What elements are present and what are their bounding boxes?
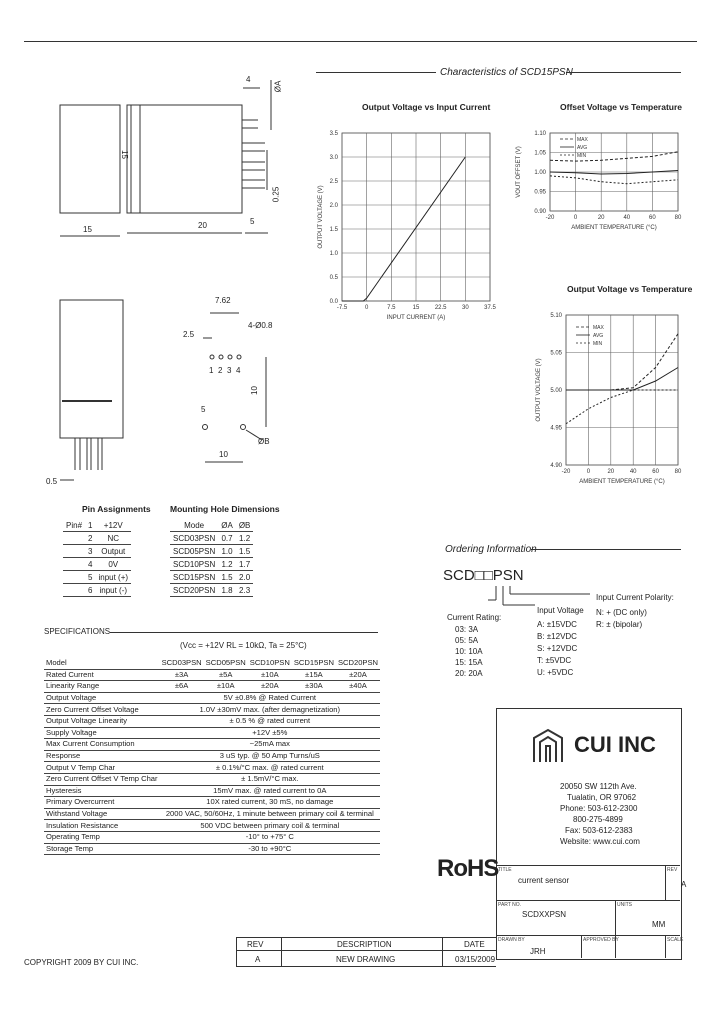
polarity-n: N: + (DC only)	[596, 608, 647, 617]
chart3-title: Output Voltage vs Temperature	[567, 284, 693, 294]
output-voltage-vs-temperature-chart	[530, 305, 685, 490]
y-tick-label: 4.95	[550, 425, 562, 432]
voltage-option: T: ±5VDC	[537, 656, 572, 665]
spec-row	[44, 692, 380, 704]
x-tick-label: 80	[674, 215, 682, 221]
spec-title: SPECIFICATIONS	[44, 627, 111, 636]
mounting-hole-row	[170, 584, 253, 597]
specifications-table	[44, 658, 380, 855]
revision-rev: A	[255, 955, 261, 964]
series-line-avg	[566, 368, 678, 391]
spec-row	[44, 739, 380, 751]
table-cell: Withstand Voltage	[44, 808, 160, 820]
spec-row	[44, 820, 380, 832]
y-tick-label: 2.5	[329, 179, 338, 185]
table-cell: SCD03PSN	[161, 658, 202, 668]
table-cell: Output	[95, 545, 131, 558]
table-cell: ±10A	[248, 669, 292, 681]
x-tick-label: -20	[561, 469, 571, 475]
x-tick-label: -20	[545, 215, 555, 221]
table-cell: ± 0.1%/°C max. @ rated current	[160, 762, 380, 774]
polarity-title: Input Current Polarity:	[596, 593, 674, 602]
x-tick-label: 7.5	[387, 305, 396, 311]
voltage-option: S: +12VDC	[537, 644, 578, 653]
x-axis-label: AMBIENT TEMPERATURE (°C)	[579, 479, 665, 485]
revision-header-description: DESCRIPTION	[337, 940, 392, 949]
spec-conditions: (Vcc = +12V RL = 10kΩ, Ta = 25°C)	[180, 641, 307, 650]
pin-number: 2	[218, 366, 223, 375]
spec-row	[44, 658, 380, 669]
table-cell: ~25mA max	[160, 739, 380, 751]
table-cell: 2.0	[236, 571, 254, 584]
address-line: Website: www.cui.com	[560, 837, 640, 846]
x-tick-label: 22.5	[434, 305, 447, 311]
table-cell: Storage Temp	[44, 843, 160, 855]
table-cell: 10X rated current, 30 mS, no damage	[160, 797, 380, 809]
scale-label: SCALE	[667, 937, 684, 943]
table-cell: 5V ±0.8% @ Rated Current	[160, 692, 380, 704]
table-cell: input (-)	[95, 584, 131, 597]
spec-row	[44, 785, 380, 797]
rev-value: A	[681, 880, 687, 889]
table-cell: Operating Temp	[44, 831, 160, 843]
table-cell: Rated Current	[44, 669, 160, 681]
address-line: 800-275-4899	[573, 815, 623, 824]
dim-2-5: 2.5	[183, 330, 195, 339]
revision-description: NEW DRAWING	[336, 955, 396, 964]
x-tick-label: 20	[607, 469, 615, 475]
rating-option: 20: 20A	[455, 669, 483, 678]
legend-label: MIN	[577, 153, 587, 159]
mechanical-drawing	[0, 50, 300, 490]
chart2-title: Offset Voltage vs Temperature	[560, 102, 683, 112]
pin-assignments-table	[63, 519, 131, 597]
table-cell: ØA	[218, 519, 236, 532]
x-tick-label: 40	[629, 469, 637, 475]
table-cell: 0.7	[218, 532, 236, 545]
table-cell: 6	[85, 584, 95, 597]
title-label: TITLE	[498, 867, 512, 873]
title-value: current sensor	[518, 876, 570, 885]
legend-label: MAX	[593, 325, 604, 331]
table-cell: 500 VDC between primary coil & terminal	[160, 820, 380, 832]
pin-number: 1	[209, 366, 214, 375]
rating-title: Current Rating:	[447, 613, 502, 622]
table-cell: ±30A	[292, 681, 336, 693]
mounting-hole-row	[170, 558, 253, 571]
output-voltage-vs-input-current-chart	[310, 125, 500, 335]
table-cell: 1.8	[218, 584, 236, 597]
table-cell: SCD10PSN	[249, 658, 290, 668]
table-cell: Zero Current Offset Voltage	[44, 704, 160, 716]
table-cell: ± 0.5 % @ rated current	[160, 715, 380, 727]
table-cell: Max Current Consumption	[44, 739, 160, 751]
table-cell: input (+)	[95, 571, 131, 584]
mounting-hole-title: Mounting Hole Dimensions	[170, 504, 280, 514]
y-tick-label: 1.00	[534, 170, 546, 176]
table-cell: ±10A	[204, 681, 248, 693]
dim-10-horizontal: 10	[219, 450, 228, 459]
table-cell: 2.3	[236, 584, 254, 597]
dim-5b: 5	[201, 405, 206, 414]
spec-row	[44, 762, 380, 774]
y-tick-label: 0.0	[329, 299, 338, 305]
legend-label: MAX	[577, 137, 588, 143]
series-line-max	[566, 334, 678, 390]
pin-row	[63, 558, 131, 571]
y-tick-label: 1.0	[329, 251, 338, 257]
dim-0-25: 0.25	[271, 186, 281, 203]
table-cell: 4	[85, 558, 95, 571]
pin-row	[63, 545, 131, 558]
legend-label: MIN	[593, 341, 603, 347]
table-cell: SCD20PSN	[337, 658, 379, 668]
spec-row	[44, 715, 380, 727]
table-cell: Hysteresis	[44, 785, 160, 797]
table-cell: 2	[85, 532, 95, 545]
dim-dia-a: ØA	[273, 80, 283, 93]
x-tick-label: 0	[573, 215, 578, 221]
table-cell: 1.2	[218, 558, 236, 571]
mounting-hole-row	[170, 519, 253, 532]
polarity-r: R: ± (bipolar)	[596, 620, 643, 629]
spec-row	[44, 669, 380, 681]
x-tick-label: 60	[649, 215, 656, 221]
dim-dia-b: ØB	[258, 437, 270, 446]
rating-option: 10: 10A	[455, 647, 483, 656]
series-line-max	[550, 152, 678, 161]
table-cell: Response	[44, 750, 160, 762]
address-line: 20050 SW 112th Ave.	[560, 782, 637, 791]
table-cell: SCD20PSN	[170, 584, 218, 597]
table-cell: Output Voltage Linearity	[44, 715, 160, 727]
table-cell: 3 uS typ. @ 50 Amp Turns/uS	[160, 750, 380, 762]
table-cell: SCD15PSN	[293, 658, 334, 668]
rating-option: 05: 5A	[455, 636, 479, 645]
x-axis-label: INPUT CURRENT (A)	[386, 315, 446, 321]
pin-row	[63, 519, 131, 532]
y-tick-label: 0.95	[534, 189, 546, 196]
x-tick-label: 40	[623, 215, 631, 221]
x-tick-label: -7.5	[336, 305, 348, 311]
y-axis-label: VOUT OFFSET (V)	[516, 146, 522, 198]
table-cell	[63, 584, 85, 597]
table-cell: Mode	[170, 519, 218, 532]
table-cell	[63, 571, 85, 584]
chart1-title: Output Voltage vs Input Current	[362, 102, 491, 112]
legend-label: AVG	[577, 145, 588, 151]
x-tick-label: 60	[652, 469, 659, 475]
spec-row	[44, 750, 380, 762]
y-tick-label: 5.05	[550, 350, 562, 357]
y-tick-label: 0.5	[329, 275, 338, 281]
dim-15-horizontal: 15	[83, 225, 92, 234]
voltage-option: B: ±12VDC	[537, 632, 577, 641]
pin-number: 3	[227, 366, 232, 375]
table-cell: 2000 VAC, 50/60Hz, 1 minute between primary coil & terminal	[160, 808, 380, 820]
table-cell: 3	[85, 545, 95, 558]
spec-row	[44, 681, 380, 693]
pin-assignments-title: Pin Assignments	[82, 504, 151, 514]
ordering-title: Ordering Information	[445, 544, 537, 555]
units-value: MM	[652, 920, 666, 929]
table-cell: +12V ±5%	[160, 727, 380, 739]
table-cell: 1	[85, 519, 95, 532]
part-value: SCDXXPSN	[522, 910, 567, 919]
table-cell: SCD15PSN	[170, 571, 218, 584]
mounting-hole-row	[170, 545, 253, 558]
table-cell: 1.0	[218, 545, 236, 558]
x-tick-label: 15	[412, 305, 420, 311]
table-cell: ±5A	[204, 669, 248, 681]
series-line-min	[566, 390, 678, 424]
table-cell: ±40A	[336, 681, 380, 693]
table-cell: Zero Current Offset V Temp Char	[46, 774, 158, 784]
pin-number: 4	[236, 366, 241, 375]
table-cell: ±3A	[160, 669, 204, 681]
table-cell	[63, 532, 85, 545]
table-cell: Model	[44, 658, 160, 669]
table-cell: NC	[95, 532, 131, 545]
y-tick-label: 2.0	[329, 203, 338, 209]
table-cell: Pin#	[63, 519, 85, 532]
x-axis-label: AMBIENT TEMPERATURE (°C)	[571, 225, 657, 231]
table-cell: 1.2	[236, 532, 254, 545]
revision-date: 03/15/2009	[455, 955, 496, 964]
table-cell: ± 1.5mV/°C max.	[160, 773, 380, 785]
table-cell: -30 to +90°C	[160, 843, 380, 855]
y-tick-label: 1.05	[534, 150, 546, 157]
cui-logo	[528, 728, 568, 764]
revision-header-rev: REV	[247, 940, 264, 949]
approved-label: APPROVED BY	[583, 937, 619, 943]
y-tick-label: 0.90	[534, 209, 546, 215]
units-label: UNITS	[617, 902, 632, 908]
dim-0-5: 0.5	[46, 477, 58, 486]
spec-row	[44, 797, 380, 809]
input-voltage-title: Input Voltage	[537, 606, 584, 615]
spec-row	[44, 843, 380, 855]
drawn-label: DRAWN BY	[498, 937, 525, 943]
x-tick-label: 0	[586, 469, 591, 475]
address-line: Tualatin, OR 97062	[567, 793, 637, 802]
rev-label: REV	[667, 867, 678, 873]
y-tick-label: 5.00	[550, 388, 562, 394]
voltage-option: A: ±15VDC	[537, 620, 577, 629]
table-cell: Primary Overcurrent	[44, 797, 160, 809]
table-cell: 1.7	[236, 558, 254, 571]
table-cell: Insulation Resistance	[44, 820, 160, 832]
spec-row	[44, 808, 380, 820]
table-cell: Output V Temp Char	[44, 762, 160, 774]
drawn-value: JRH	[530, 947, 546, 956]
table-cell: -10° to +75° C	[160, 831, 380, 843]
y-tick-label: 3.5	[329, 131, 338, 137]
mounting-hole-row	[170, 571, 253, 584]
table-cell: ±15A	[292, 669, 336, 681]
mounting-hole-row	[170, 532, 253, 545]
y-tick-label: 4.90	[550, 463, 562, 469]
pin-row	[63, 571, 131, 584]
dim-7-62: 7.62	[215, 296, 231, 305]
dim-10-vertical: 10	[249, 386, 259, 395]
table-cell: 1.0V ±30mV max. (after demagnetization)	[160, 704, 380, 716]
series-line-min	[550, 176, 678, 184]
dim-hole: 4-Ø0.8	[248, 321, 273, 330]
y-tick-label: 5.10	[550, 313, 562, 319]
spec-row	[44, 831, 380, 843]
x-tick-label: 20	[597, 215, 605, 221]
voltage-option: U: +5VDC	[537, 668, 574, 677]
table-cell: SCD03PSN	[170, 532, 218, 545]
spec-row	[44, 773, 380, 785]
dim-5: 5	[250, 217, 255, 226]
offset-voltage-vs-temperature-chart	[510, 123, 685, 233]
spec-row	[44, 704, 380, 716]
ordering-code: SCD□□PSN	[443, 567, 524, 584]
legend-label: AVG	[593, 333, 604, 339]
table-cell: SCD05PSN	[170, 545, 218, 558]
company-name: CUI INC	[574, 732, 656, 757]
y-tick-label: 3.0	[329, 155, 338, 161]
x-tick-label: 0	[364, 305, 369, 311]
dim-20: 20	[198, 221, 207, 230]
rohs-logo: RoHS	[437, 855, 499, 882]
table-cell: ±6A	[160, 681, 204, 693]
dim-4: 4	[246, 75, 251, 84]
table-cell: ±20A	[248, 681, 292, 693]
pin-row	[63, 584, 131, 597]
address-line: Fax: 503-612-2383	[565, 826, 633, 835]
revision-header-date: DATE	[464, 940, 485, 949]
part-label: PART NO.	[498, 902, 522, 908]
table-cell: Linearity Range	[44, 681, 160, 693]
table-cell: ±20A	[336, 669, 380, 681]
table-cell	[63, 558, 85, 571]
x-tick-label: 80	[674, 469, 682, 475]
table-cell: +12V	[95, 519, 131, 532]
table-cell: 0V	[95, 558, 131, 571]
mounting-hole-table	[170, 519, 253, 597]
table-cell: 1.5	[218, 571, 236, 584]
x-tick-label: 30	[461, 305, 469, 311]
table-cell: 5	[85, 571, 95, 584]
table-cell: 15mV max. @ rated current to 0A	[160, 785, 380, 797]
table-cell: SCD10PSN	[170, 558, 218, 571]
y-tick-label: 1.10	[534, 131, 546, 137]
table-cell: Output Voltage	[44, 692, 160, 704]
x-tick-label: 37.5	[484, 305, 496, 311]
table-cell: ØB	[236, 519, 254, 532]
y-axis-label: OUTPUT VOLTAGE (V)	[318, 185, 324, 249]
rating-option: 03: 3A	[455, 625, 479, 634]
y-tick-label: 1.5	[329, 227, 338, 233]
copyright: COPYRIGHT 2009 BY CUI INC.	[24, 958, 139, 967]
pin-row	[63, 532, 131, 545]
y-axis-label: OUTPUT VOLTAGE (V)	[536, 358, 542, 422]
table-cell	[63, 545, 85, 558]
address-line: Phone: 503-612-2300	[560, 804, 638, 813]
table-cell: Supply Voltage	[44, 727, 160, 739]
rating-option: 15: 15A	[455, 658, 483, 667]
table-cell: SCD05PSN	[205, 658, 246, 668]
characteristics-title: Characteristics of SCD15PSN	[440, 67, 573, 78]
spec-row	[44, 727, 380, 739]
table-cell: 1.5	[236, 545, 254, 558]
dim-15-vertical: 15	[119, 150, 129, 159]
